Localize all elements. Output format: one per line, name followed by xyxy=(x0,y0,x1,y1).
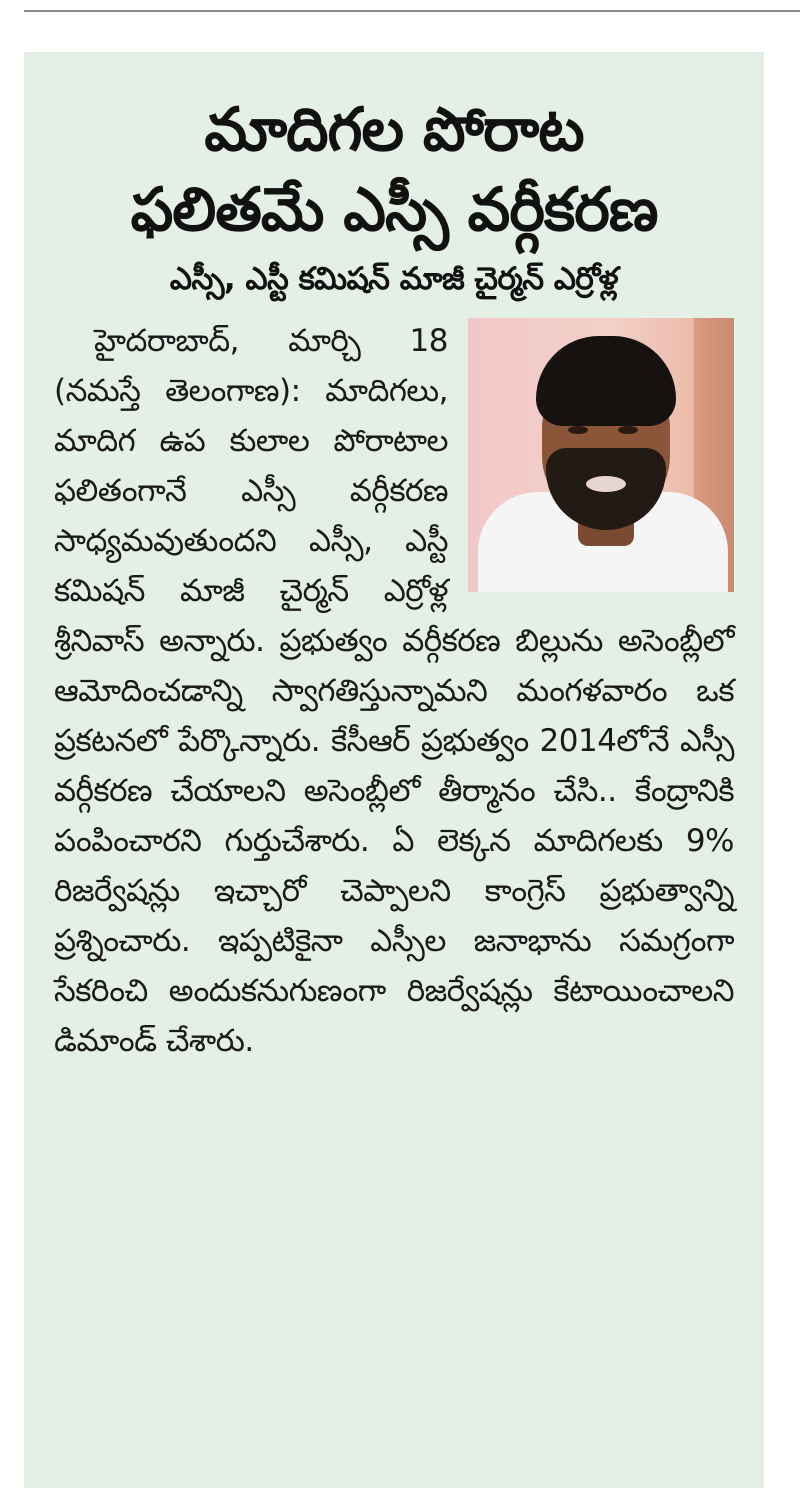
portrait-photo xyxy=(468,318,734,592)
headline-line-2: ఫలితమే ఎస్సీ వర్గీకరణ xyxy=(130,175,658,245)
headline-line-1: మాదిగల పోరాట xyxy=(204,95,584,165)
subheadline: ఎస్సీ, ఎస్టీ కమిషన్ మాజీ చైర్మన్ ఎర్రోళ్ల xyxy=(169,261,619,297)
article-body-area xyxy=(54,316,734,1066)
top-divider xyxy=(24,10,800,12)
article-text: హైదరాబాద్, మార్చి 18 (నమస్తే తెలంగాణ): మాదిగలు, మాదిగ ఉప కులాల పోరాటాల ఫలితంగానే ఎస్సీ వర్గీకరణ సాధ్యమవుతుందని ఎస్సీ, ఎస్టీ కమిషన్ మాజీ చైర్మన్ ఎర్రోళ్ల శ్రీనివాస్ అన్నారు. ప్రభుత్వం వర్గీకరణ బిల్లును అసెంబ్లీలో ఆమోదించడాన్ని స్వాగతిస్తున్నామని మంగళవారం ఒక ప్రకటనలో పేర్కొన్నారు. కేసీఆర్ ప్రభుత్వం 2014లోనే ఎస్సీ వర్గీకరణ చేయాలని అసెంబ్లీలో తీర్మానం చేసి.. కేంద్రానికి పంపించారని గుర్తుచేశారు. ఏ లెక్కన మాదిగలకు 9% రిజర్వేషన్లు ఇచ్చారో చెప్పాలని కాంగ్రెస్ ప్రభుత్వాన్ని ప్రశ్నించారు. ఇప్పటికైనా ఎస్సీల జనాభాను సమగ్రంగా సేకరించి అందుకనుగుణంగా రిజర్వేషన్లు కేటాయించాలని డిమాండ్ చేశారు. xyxy=(54,323,734,1059)
news-clipping xyxy=(24,52,764,1488)
headline xyxy=(54,90,734,250)
